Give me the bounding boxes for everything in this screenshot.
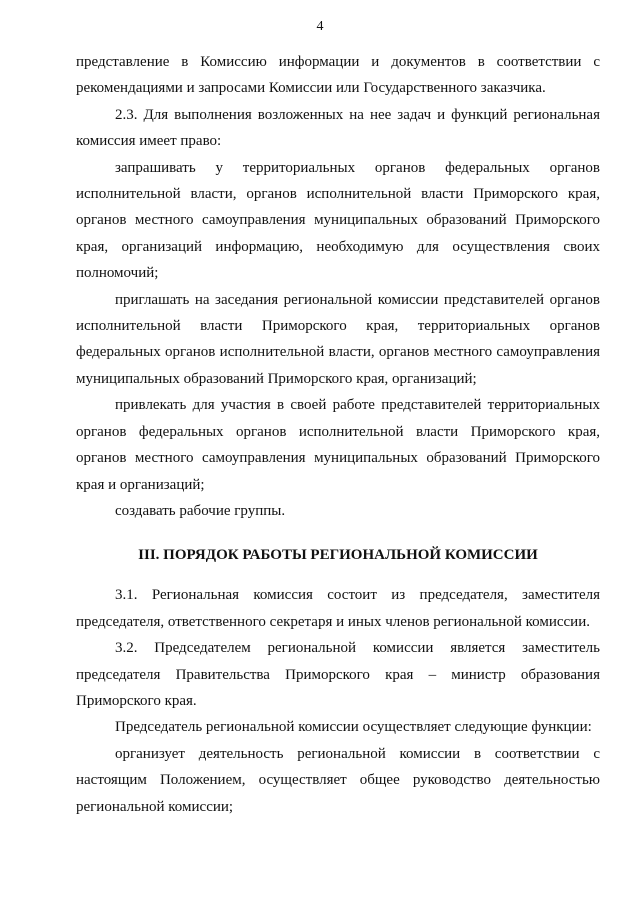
paragraph-right-invite: приглашать на заседания региональной комиссии представителей органов исполнительной власти Приморского края, территориальных органов федеральных органов исполнительной власти, органов местного самоуправления муниципальных образований Приморского края, организаций; <box>76 291 600 387</box>
paragraph-3-2: 3.2. Председателем региональной комиссии является заместитель председателя Правительства Приморского края – министр образования Приморского края. <box>76 640 600 709</box>
paragraph-chair-functions: Председатель региональной комиссии осуществляет следующие функции: <box>115 719 592 736</box>
paragraph-2-3: 2.3. Для выполнения возложенных на нее задач и функций региональная комиссия имеет право: <box>76 106 600 150</box>
paragraph-3-1: 3.1. Региональная комиссия состоит из председателя, заместителя председателя, ответственного секретаря и иных членов региональной комиссии. <box>76 587 600 630</box>
document-body <box>76 49 600 820</box>
paragraph-continuation: представление в Комиссию информации и документов в соответствии с рекомендациями и запросами Комиссии или Государственного заказчика. <box>76 54 600 97</box>
paragraph-chair-organizes: организует деятельность региональной комиссии в соответствии с настоящим Положением, осуществляет общее руководство деятельностью региональной комиссии; <box>76 745 600 815</box>
paragraph-right-involve: привлекать для участия в своей работе представителей территориальных органов федеральных органов исполнительной власти Приморского края, органов местного самоуправления муниципальных образований Приморского края и организаций; <box>76 397 600 493</box>
paragraph-right-groups: создавать рабочие группы. <box>115 502 286 519</box>
section-heading: III. ПОРЯДОК РАБОТЫ РЕГИОНАЛЬНОЙ КОМИССИИ <box>138 547 538 564</box>
page-number: 4 <box>316 19 324 34</box>
paragraph-right-request: запрашивать у территориальных органов федеральных органов исполнительной власти, органов исполнительной власти Приморского края, органов местного самоуправления муниципальных образований Приморского края, организаций информацию, необходимую для осуществления своих полномочий; <box>76 159 600 282</box>
